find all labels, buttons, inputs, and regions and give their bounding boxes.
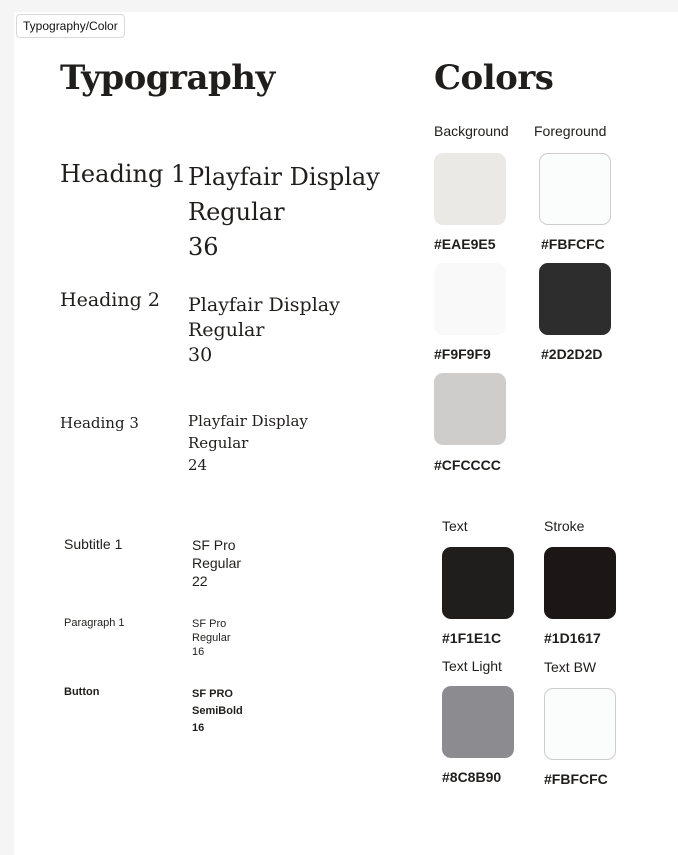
type-font: SF Pro <box>192 618 227 630</box>
hex-cfcccc: #CFCCCC <box>434 457 501 473</box>
type-size: 22 <box>192 573 208 589</box>
type-name-button: Button <box>64 686 100 698</box>
type-weight: Regular <box>188 434 249 452</box>
swatch-8c8b90[interactable] <box>442 686 514 758</box>
type-weight: Regular <box>192 555 242 571</box>
type-font: SF PRO <box>192 688 233 700</box>
label-text-light: Text Light <box>442 658 502 674</box>
hex-2d2d2d: #2D2D2D <box>541 346 603 362</box>
swatch-eae9e5[interactable] <box>434 153 506 225</box>
type-name-heading-3: Heading 3 <box>60 414 139 432</box>
type-weight: Regular <box>188 319 265 341</box>
swatch-cfcccc[interactable] <box>434 373 506 445</box>
type-size: 36 <box>188 233 219 261</box>
colors-title: Colors <box>434 58 554 98</box>
label-background: Background <box>434 123 509 139</box>
type-name-paragraph-1: Paragraph 1 <box>64 617 125 629</box>
hex-1f1e1c: #1F1E1C <box>442 630 502 646</box>
type-font: Playfair Display <box>188 294 340 316</box>
label-text-bw: Text BW <box>544 659 597 675</box>
hex-1d1617: #1D1617 <box>544 630 601 646</box>
type-size: 24 <box>188 456 208 474</box>
swatch-1d1617[interactable] <box>544 547 616 619</box>
hex-eae9e5: #EAE9E5 <box>434 236 496 252</box>
label-stroke: Stroke <box>544 518 585 534</box>
label-text: Text <box>442 518 468 534</box>
type-name-heading-2: Heading 2 <box>60 289 160 311</box>
swatch-fbfcfc[interactable] <box>539 153 611 225</box>
type-font: Playfair Display <box>188 163 380 191</box>
type-font: Playfair Display <box>188 412 308 430</box>
type-name-subtitle-1: Subtitle 1 <box>64 536 123 552</box>
label-foreground: Foreground <box>534 123 607 139</box>
hex-fbfcfc-bw: #FBFCFC <box>544 771 608 787</box>
swatch-f9f9f9[interactable] <box>434 263 506 335</box>
hex-f9f9f9: #F9F9F9 <box>434 346 491 362</box>
swatch-2d2d2d[interactable] <box>539 263 611 335</box>
type-weight: SemiBold <box>192 705 243 717</box>
type-spec-subtitle-1 <box>192 536 241 590</box>
type-weight: Regular <box>188 198 285 226</box>
typography-title: Typography <box>60 58 275 98</box>
type-spec-heading-2 <box>188 293 340 368</box>
hex-8c8b90: #8C8B90 <box>442 769 502 785</box>
swatch-fbfcfc-bw[interactable] <box>544 688 616 760</box>
type-spec-heading-3 <box>188 410 308 476</box>
type-size: 30 <box>188 344 213 366</box>
type-font: SF Pro <box>192 537 236 553</box>
type-size: 16 <box>192 646 205 658</box>
type-name-heading-1: Heading 1 <box>60 160 187 188</box>
frame-label[interactable]: Typography/Color <box>16 14 125 38</box>
type-size: 16 <box>192 722 205 734</box>
swatch-1f1e1c[interactable] <box>442 547 514 619</box>
hex-fbfcfc: #FBFCFC <box>541 236 605 252</box>
type-spec-paragraph-1 <box>192 617 231 659</box>
type-spec-heading-1 <box>188 160 380 265</box>
type-spec-button <box>192 686 243 737</box>
type-weight: Regular <box>192 632 231 644</box>
